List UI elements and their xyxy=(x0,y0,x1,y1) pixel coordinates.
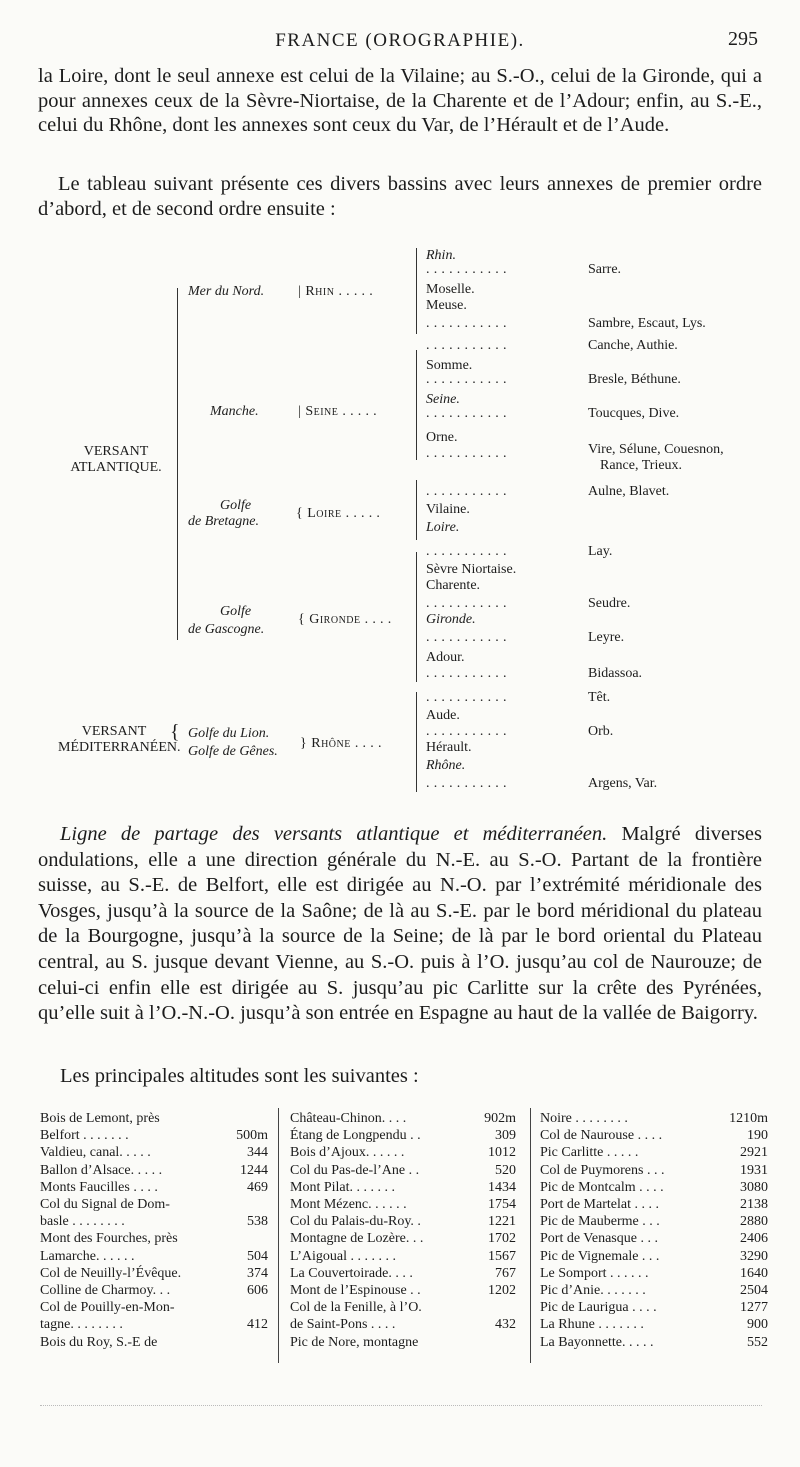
altitude-value: 2880 xyxy=(740,1214,768,1230)
altitude-entry xyxy=(40,1299,268,1316)
altitude-entry xyxy=(540,1196,768,1213)
altitude-place: Ballon d’Alsace. . . . . xyxy=(40,1162,163,1178)
seine-brace xyxy=(416,350,417,460)
annex-charente: Charente. xyxy=(426,578,481,593)
altitude-entry xyxy=(540,1334,768,1351)
altitude-place: Col de Pouilly-en-Mon- xyxy=(40,1300,175,1316)
altitude-place: La Bayonnette. . . . . xyxy=(540,1334,654,1350)
leader-dots: ........... xyxy=(426,406,511,421)
altitude-entry xyxy=(40,1248,268,1265)
altitude-entry xyxy=(290,1213,516,1230)
altitude-entry xyxy=(40,1230,268,1247)
altitude-entry xyxy=(540,1127,768,1144)
altitude-value: 1244 xyxy=(240,1162,268,1178)
ligne-de-partage-text: Malgré diverses ondulations, elle a une direction générale du N.-E. au S.-O. Partant de la frontière suisse, au S.-E. de Belfort, elle est dirigée au N.-O. par l’extrémité méridionale des Vosges, jusqu’à la source de la Saône; de là au S.-E. par le bord méridional du plateau de la Bourgogne, jusqu’à la source de la Seine; de là par le bord oriental du Plateau central, au S. jusque devant Vienne, au S.-O. puis à l’O. jusqu’au col de Naurouze; de celui-ci enfin elle est dirigée au S. jusqu’au pic Carlitte sur la crête des Pyrénées, qu’elle suit à l’O.-N.-O. jusqu’à son entrée en Espagne au haut de la vallée de Baigorry. xyxy=(38,823,762,1025)
altitude-value: 1221 xyxy=(488,1214,516,1230)
altitude-value: 606 xyxy=(247,1283,268,1299)
annex-herault: Hérault. xyxy=(426,740,472,755)
leader-dots: ........... xyxy=(426,544,511,559)
sea-golfe-de-genes: Golfe de Gênes. xyxy=(188,744,278,759)
altitude-place: Montagne de Lozère. . . xyxy=(290,1231,424,1247)
leader-dots: ........... xyxy=(426,262,511,277)
altitude-place: Bois de Lemont, près xyxy=(40,1111,160,1126)
altitude-place: de Saint-Pons . . . . xyxy=(290,1317,396,1333)
altitude-entry xyxy=(290,1248,516,1265)
annex-orne: Orne. xyxy=(426,430,458,445)
rhone-brace xyxy=(416,692,417,792)
altitude-entry xyxy=(290,1144,516,1161)
altitude-entry xyxy=(540,1179,768,1196)
altitude-place: Col du Signal de Dom- xyxy=(40,1197,170,1213)
altitude-entry xyxy=(290,1265,516,1282)
altitude-place: Étang de Longpendu . . xyxy=(290,1128,421,1144)
altitude-place: Monts Faucilles . . . . xyxy=(40,1179,158,1195)
second-vire: Vire, Sélune, Couesnon, xyxy=(588,442,724,457)
altitude-entry xyxy=(540,1265,768,1282)
altitude-entry xyxy=(540,1213,768,1230)
second-orb: Orb. xyxy=(588,724,614,739)
sea-manche: Manche. xyxy=(210,404,259,419)
altitude-value: 1012 xyxy=(488,1145,516,1161)
altitude-place: Mont Pilat. . . . . . . xyxy=(290,1179,396,1195)
versant-mediterraneen-label: VERSANT MÉDITERRANÉEN. xyxy=(58,724,181,755)
footer-rule xyxy=(40,1405,762,1406)
altitude-place: Colline de Charmoy. . . xyxy=(40,1283,171,1299)
leader-dots: ........... xyxy=(426,630,511,645)
altitude-value xyxy=(226,1230,268,1247)
annex-rhin: Rhin. xyxy=(426,248,456,263)
leader-dots: ........... xyxy=(426,372,511,387)
altitude-entry xyxy=(40,1162,268,1179)
altitude-entry xyxy=(290,1316,516,1333)
second-bresle: Bresle, Béthune. xyxy=(588,372,681,387)
leader-dots: ........... xyxy=(426,776,511,791)
altitude-value: 1640 xyxy=(740,1265,768,1281)
altitude-value: 469 xyxy=(247,1179,268,1195)
altitudes-column-3 xyxy=(540,1110,768,1351)
altitude-entry xyxy=(290,1110,516,1127)
basin-seine: | Seine ..... xyxy=(298,404,381,419)
running-header: FRANCE (OROGRAPHIE). xyxy=(275,30,525,51)
altitude-place: Mont des Fourches, près xyxy=(40,1231,178,1247)
altitude-entry xyxy=(290,1127,516,1144)
annex-gironde: Gironde. xyxy=(426,612,476,627)
altitude-entry xyxy=(40,1110,268,1127)
leader-dots: ........... xyxy=(426,446,511,461)
sea-mer-du-nord: Mer du Nord. xyxy=(188,284,265,299)
second-toucques: Toucques, Dive. xyxy=(588,406,680,421)
altitude-place: Bois d’Ajoux. . . . . . xyxy=(290,1145,405,1161)
altitude-place: Col de Neuilly-l’Évêque. xyxy=(40,1265,182,1281)
second-sambre: Sambre, Escaut, Lys. xyxy=(588,316,706,331)
altitude-value: 3290 xyxy=(740,1248,768,1264)
leader-dots: ........... xyxy=(426,690,511,705)
second-tet: Têt. xyxy=(588,690,611,705)
second-aulne: Aulne, Blavet. xyxy=(588,484,670,499)
second-canche: Canche, Authie. xyxy=(588,338,678,353)
altitude-entry xyxy=(290,1196,516,1213)
altitude-entry xyxy=(540,1162,768,1179)
gironde-brace xyxy=(416,552,417,682)
altitude-value: 520 xyxy=(495,1162,516,1178)
altitude-value: 538 xyxy=(247,1214,268,1230)
altitude-entry xyxy=(290,1334,516,1351)
altitude-place: Noire . . . . . . . . xyxy=(540,1111,628,1126)
sea-golfe-bretagne-1: Golfe xyxy=(220,498,252,513)
page-number: 295 xyxy=(728,28,758,50)
altitude-place: Lamarche. . . . . . xyxy=(40,1248,135,1264)
leader-dots: ........... xyxy=(426,484,511,499)
altitude-place: Col de la Fenille, à l’O. xyxy=(290,1300,422,1316)
altitude-value: 344 xyxy=(247,1145,268,1161)
basin-rhone: } Rhône .... xyxy=(300,736,386,751)
altitude-entry xyxy=(540,1248,768,1265)
altitude-place: Col du Pas-de-l’Ane . . xyxy=(290,1162,420,1178)
altitude-entry xyxy=(40,1179,268,1196)
altitude-place: Bois du Roy, S.-E de xyxy=(40,1334,158,1350)
annex-sevre-niortaise: Sèvre Niortaise. xyxy=(426,562,517,577)
intro-paragraph-2: Le tableau suivant présente ces divers bassins avec leurs annexes de premier ordre d’abord, et de second ordre ensuite : xyxy=(38,173,762,220)
rhin-brace xyxy=(416,248,417,334)
annex-aude: Aude. xyxy=(426,708,460,723)
altitude-value: 1210m xyxy=(729,1111,768,1126)
basin-gironde: { Gironde .... xyxy=(298,612,396,627)
altitude-entry xyxy=(540,1230,768,1247)
altitudes-column-1 xyxy=(40,1110,268,1351)
basin-rhin: | Rhin ..... xyxy=(298,284,377,299)
altitude-place: L’Aigoual . . . . . . . xyxy=(290,1248,397,1264)
annex-somme: Somme. xyxy=(426,358,473,373)
altitude-value: 432 xyxy=(495,1317,516,1333)
altitude-place: Col du Palais-du-Roy. . xyxy=(290,1214,421,1230)
altitude-value: 1702 xyxy=(488,1231,516,1247)
altitude-entry xyxy=(290,1282,516,1299)
intro-paragraph-1: la Loire, dont le seul annexe est celui de la Vilaine; au S.-O., celui de la Gironde, qui a pour annexes ceux de la Sèvre-Niortaise, de la Charente et de l’Adour; enfin, au S.-E., celui du Rhône, dont les annexes sont ceux du Var, de l’Hérault et de l’Aude. xyxy=(38,65,762,136)
altitude-value: 190 xyxy=(747,1128,768,1144)
altitude-value: 1202 xyxy=(488,1283,516,1299)
altitude-place: Château-Chinon. . . . xyxy=(290,1111,407,1126)
annex-moselle: Moselle. xyxy=(426,282,475,297)
leader-dots: ........... xyxy=(426,338,511,353)
basin-table xyxy=(0,240,800,800)
altitude-value: 500m xyxy=(236,1128,268,1144)
altitude-place: La Couvertoirade. . . . xyxy=(290,1265,413,1281)
ligne-de-partage-title: Ligne de partage des versants atlantique et méditerranéen. xyxy=(60,823,608,845)
annex-loire: Loire. xyxy=(426,520,460,535)
altitude-place: Pic de Montcalm . . . . xyxy=(540,1179,664,1195)
altitude-value: 900 xyxy=(747,1317,768,1333)
altitude-place: Port de Venasque . . . xyxy=(540,1231,658,1247)
second-argens: Argens, Var. xyxy=(588,776,658,791)
leader-dots: ........... xyxy=(426,596,511,611)
leader-dots: ........... xyxy=(426,724,511,739)
annex-vilaine: Vilaine. xyxy=(426,502,470,517)
altitude-entry xyxy=(290,1299,516,1316)
leader-dots: ........... xyxy=(426,316,511,331)
ligne-de-partage-paragraph xyxy=(38,822,762,1027)
atlantic-brace xyxy=(177,288,178,640)
sea-golfe-gascogne-2: de Gascogne. xyxy=(188,622,265,637)
altitude-value: 767 xyxy=(495,1265,516,1281)
altitude-value xyxy=(226,1299,268,1316)
altitude-value: 1434 xyxy=(488,1179,516,1195)
annex-rhone: Rhône. xyxy=(426,758,466,773)
altitude-entry xyxy=(40,1213,268,1230)
altitude-value: 1567 xyxy=(488,1248,516,1264)
altitude-value xyxy=(474,1334,516,1351)
altitude-entry xyxy=(40,1196,268,1213)
altitude-entry xyxy=(540,1282,768,1299)
altitude-value: 2921 xyxy=(740,1145,768,1161)
leader-dots: ........... xyxy=(426,666,511,681)
altitude-place: Col de Puymorens . . . xyxy=(540,1162,665,1178)
annex-meuse: Meuse. xyxy=(426,298,467,313)
altitude-entry xyxy=(540,1144,768,1161)
altitude-place: basle . . . . . . . . xyxy=(40,1214,125,1230)
altitude-value: 1277 xyxy=(740,1300,768,1316)
basin-loire: { Loire ..... xyxy=(296,506,385,521)
altitude-value: 1754 xyxy=(488,1197,516,1213)
altitude-place: Pic de Nore, montagne xyxy=(290,1334,419,1350)
altitude-value: 2138 xyxy=(740,1197,768,1213)
altitude-value: 2504 xyxy=(740,1283,768,1299)
altitude-entry xyxy=(540,1110,768,1127)
altitude-value: 504 xyxy=(247,1248,268,1264)
second-leyre: Leyre. xyxy=(588,630,625,645)
altitude-entry xyxy=(40,1144,268,1161)
altitude-place: Port de Martelat . . . . xyxy=(540,1197,659,1213)
sea-golfe-gascogne-1: Golfe xyxy=(220,604,252,619)
altitudes-intro: Les principales altitudes sont les suivantes : xyxy=(60,1065,419,1087)
altitude-entry xyxy=(290,1179,516,1196)
altitude-place: Pic de Vignemale . . . xyxy=(540,1248,660,1264)
altitudes-column-2 xyxy=(290,1110,516,1351)
altitude-place: Pic d’Anie. . . . . . . xyxy=(540,1283,646,1299)
sea-golfe-bretagne-2: de Bretagne. xyxy=(188,514,260,529)
altitude-place: Belfort . . . . . . . xyxy=(40,1128,129,1144)
altitude-entry xyxy=(40,1334,268,1351)
altitude-entry xyxy=(540,1316,768,1333)
altitude-value: 1931 xyxy=(740,1162,768,1178)
altitude-place: Valdieu, canal. . . . . xyxy=(40,1145,151,1161)
second-sarre: Sarre. xyxy=(588,262,622,277)
altitude-entry xyxy=(40,1127,268,1144)
altitude-place: Pic de Mauberme . . . xyxy=(540,1214,660,1230)
sea-golfe-du-lion: Golfe du Lion. xyxy=(188,726,270,741)
altitude-place: Mont de l’Espinouse . . xyxy=(290,1283,421,1299)
altitude-value: 902m xyxy=(484,1111,516,1126)
altitude-place: Col de Naurouse . . . . xyxy=(540,1128,663,1144)
altitude-place: Mont Mézenc. . . . . . xyxy=(290,1197,407,1213)
altitude-value: 412 xyxy=(247,1317,268,1333)
altitude-entry xyxy=(40,1265,268,1282)
altitude-value xyxy=(226,1110,268,1127)
med-brace: { xyxy=(170,721,180,743)
altitude-value xyxy=(226,1334,268,1351)
altitude-value: 552 xyxy=(747,1334,768,1350)
altitude-place: Pic Carlitte . . . . . xyxy=(540,1145,639,1161)
altitude-entry xyxy=(540,1299,768,1316)
altitude-entry xyxy=(290,1162,516,1179)
loire-brace xyxy=(416,480,417,540)
second-rance: Rance, Trieux. xyxy=(600,458,683,473)
altitude-place: La Rhune . . . . . . . xyxy=(540,1317,644,1333)
altitude-entry xyxy=(40,1316,268,1333)
altitude-value: 374 xyxy=(247,1265,268,1281)
altitude-entry xyxy=(290,1230,516,1247)
versant-atlantique-label: VERSANT ATLANTIQUE. xyxy=(70,444,162,475)
annex-seine: Seine. xyxy=(426,392,460,407)
altitude-value: 309 xyxy=(495,1128,516,1144)
second-seudre: Seudre. xyxy=(588,596,631,611)
altitudes-table xyxy=(36,1110,776,1360)
second-bidassoa: Bidassoa. xyxy=(588,666,643,681)
second-lay: Lay. xyxy=(588,544,613,559)
altitude-value xyxy=(474,1299,516,1316)
altitude-value xyxy=(226,1196,268,1213)
altitude-place: tagne. . . . . . . . xyxy=(40,1317,123,1333)
altitude-value: 3080 xyxy=(740,1179,768,1195)
altitude-place: Pic de Laurigua . . . . xyxy=(540,1300,657,1316)
annex-adour: Adour. xyxy=(426,650,465,665)
altitude-entry xyxy=(40,1282,268,1299)
altitude-value: 2406 xyxy=(740,1231,768,1247)
altitude-place: Le Somport . . . . . . xyxy=(540,1265,649,1281)
